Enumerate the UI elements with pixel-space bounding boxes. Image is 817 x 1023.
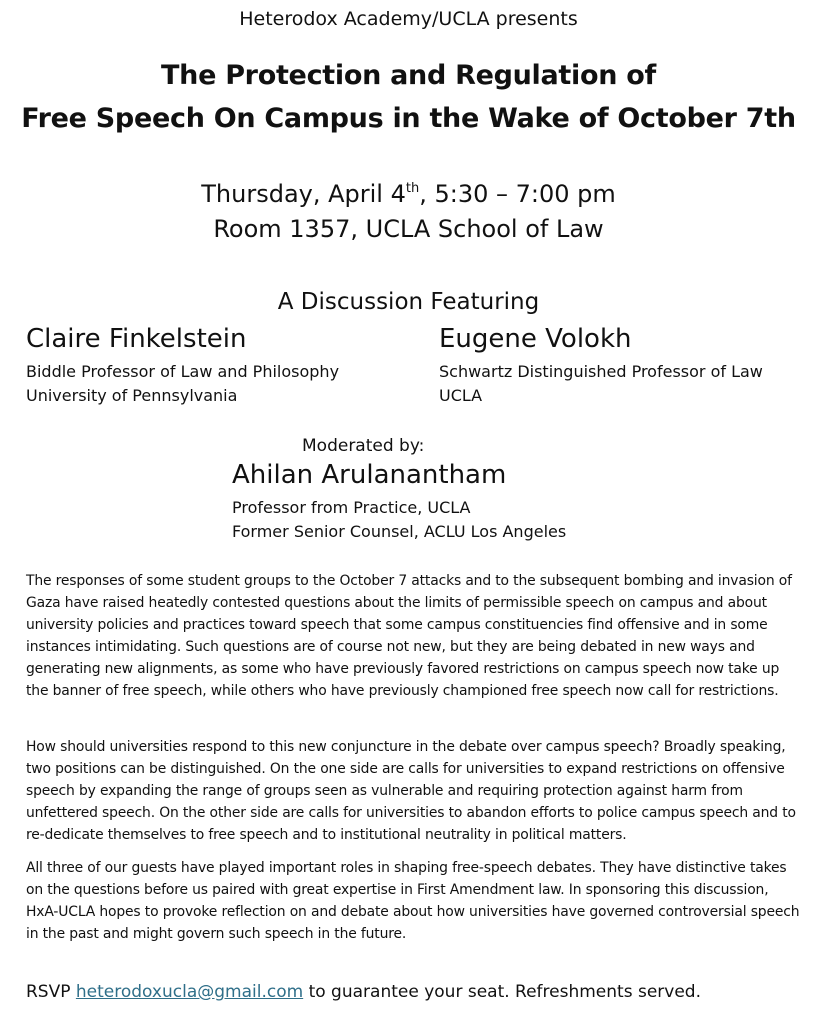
speaker-title: Biddle Professor of Law and Philosophy [26, 362, 340, 381]
description-paragraph: All three of our guests have played important roles in shaping free-speech debates. They have distinctive takes on the questions before us paired with great expertise in First Amendment law. In sponsoring this discussion, HxA-UCLA hopes to provoke reflection on and debate about how universities have governed controversial speech in the past and might govern such speech in the future. [26, 860, 800, 942]
moderator-name: Ahilan Arulanantham [232, 460, 507, 490]
speaker-name: Eugene Volokh [439, 324, 632, 354]
event-location: Room 1357, UCLA School of Law [213, 215, 604, 243]
speaker-title: Schwartz Distinguished Professor of Law [439, 362, 763, 381]
title-line-1: The Protection and Regulation of [161, 60, 656, 91]
speaker-name: Claire Finkelstein [26, 324, 247, 354]
description-paragraph: The responses of some student groups to the October 7 attacks and to the subsequent bombing and invasion of Gaza have raised heatedly contested questions about the limits of permissible speech on campus and about university policies and practices toward speech that some campus constituencies find offensive and in some instances intimidating. Such questions are of course not new, but they are being debated in new ways and generating new alignments, as some who have previously favored restrictions on campus speech now take up the banner of free speech, while others who have previously championed free speech now call for restrictions. [26, 573, 792, 699]
featuring-heading: A Discussion Featuring [277, 289, 540, 315]
presenter-line: Heterodox Academy/UCLA presents [239, 8, 578, 30]
event-day-suffix: th [405, 181, 420, 196]
moderator-title: Professor from Practice, UCLA [232, 498, 471, 517]
description-paragraph: How should universities respond to this new conjuncture in the debate over campus speech? Broadly speaking, two positions can be distinguished. On the one side are calls for universities to expand restrictions on offensive speech by expanding the range of groups seen as vulnerable and requiring protection against harm from unfettered speech. On the other side are calls for universities to abandon efforts to police campus speech and to re-dedicate themselves to free speech and to institutional neutrality in political matters. [26, 739, 796, 843]
speaker-affiliation: UCLA [439, 386, 483, 405]
rsvp-prefix: RSVP [26, 982, 76, 1002]
rsvp-email-link[interactable]: heterodoxucla@gmail.com [75, 982, 304, 1002]
speaker-affiliation: University of Pennsylvania [26, 386, 238, 405]
moderator-label: Moderated by: [302, 436, 425, 456]
rsvp-line [26, 982, 701, 1002]
moderator-former-role: Former Senior Counsel, ACLU Los Angeles [232, 522, 567, 541]
title-line-2: Free Speech On Campus in the Wake of October 7th [21, 103, 796, 134]
event-time: , 5:30 – 7:00 pm [419, 180, 616, 208]
event-day: Thursday, April 4 [201, 180, 406, 208]
rsvp-suffix: to guarantee your seat. Refreshments served. [303, 982, 701, 1002]
event-datetime [0, 180, 817, 208]
